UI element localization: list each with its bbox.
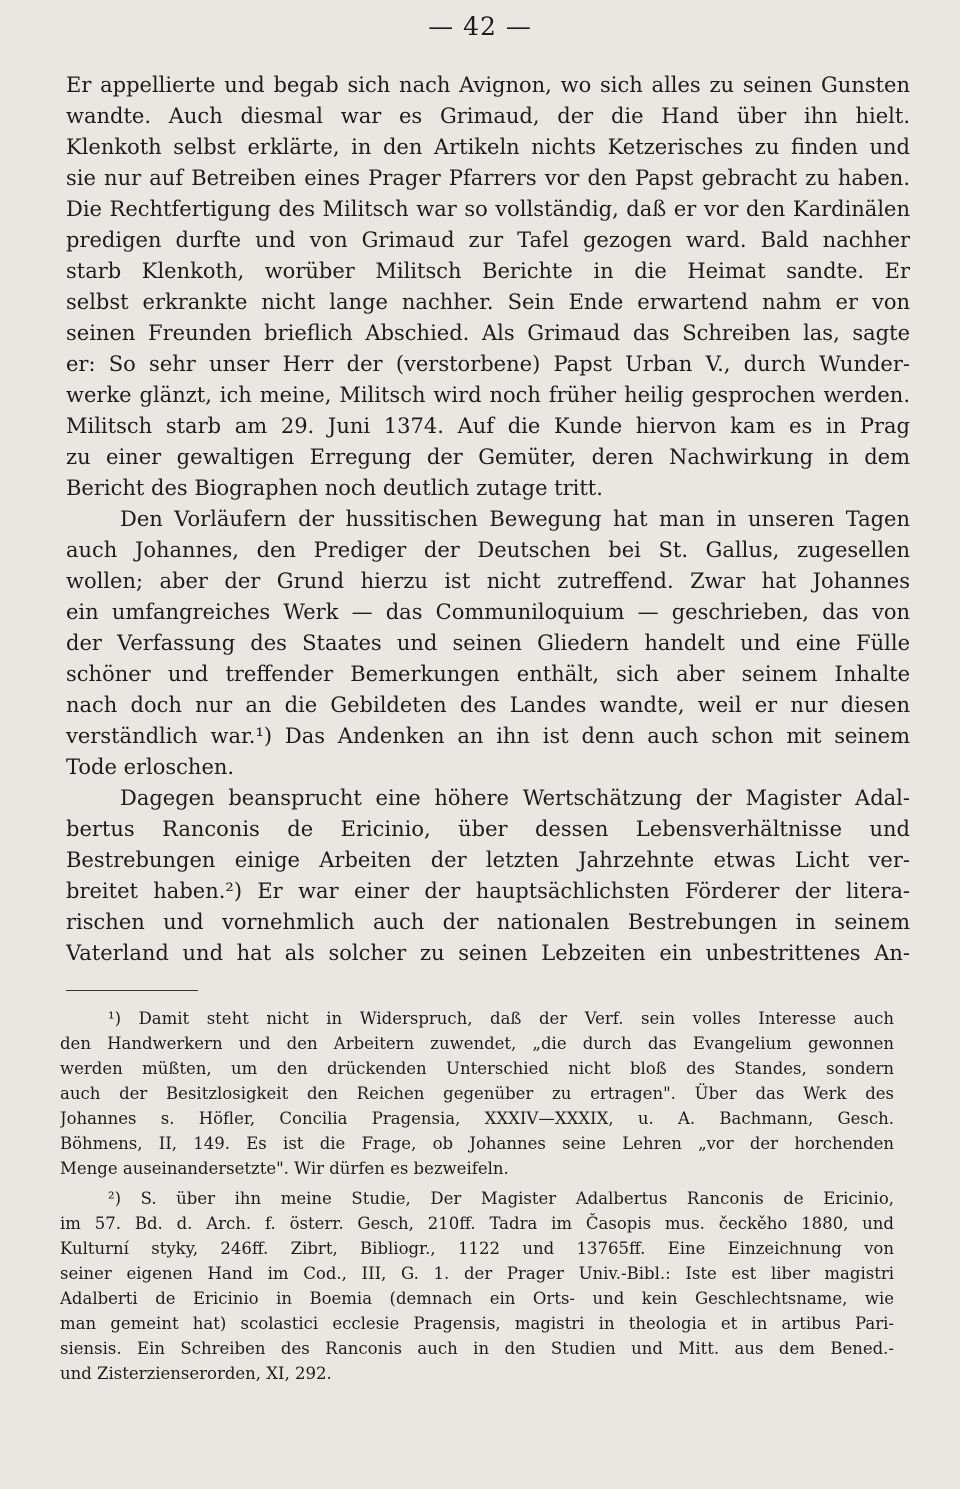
text-line: bertus Ranconis de Ericinio, über dessen Lebensverhältnisse und [66,817,910,841]
text-line: verständlich war.¹) Das Andenken an ihn ist denn auch schon mit seinem [66,724,910,748]
footnote-line: Johannes s. Höfler, Concilia Pragensia, XXXIV—XXXIX, u. A. Bachmann, Gesch. [60,1109,894,1128]
text-line: predigen durfte und von Grimaud zur Tafel gezogen ward. Bald nachher [66,228,910,252]
footnote-line: und Zisterzienserorden, XI, 292. [60,1364,332,1383]
footnote [60,1006,894,1181]
text-line: breitet haben.²) Er war einer der hauptsächlichsten Förderer der litera- [66,879,910,903]
text-line: Dagegen beansprucht eine höhere Wertschätzung der Magister Adal- [120,786,910,810]
text-line: Die Rechtfertigung des Militsch war so vollständig, daß er vor den Kardinälen [66,197,910,221]
footnote-line: Böhmens, II, 149. Es ist die Frage, ob Johannes seine Lehren „vor der horchenden [60,1134,894,1153]
paragraph [66,70,910,504]
footnote-divider [66,990,198,991]
text-line: Den Vorläufern der hussitischen Bewegung hat man in unseren Tagen [120,507,910,531]
footnote-line: auch der Besitzlosigkeit den Reichen gegenüber zu ertragen". Über das Werk des [60,1084,894,1103]
text-line: ein umfangreiches Werk — das Communiloquium — geschrieben, das von [66,600,910,624]
footnotes [60,1006,894,1386]
text-line: selbst erkrankte nicht lange nachher. Sein Ende erwartend nahm er von [66,290,910,314]
footnote-line: den Handwerkern und den Arbeitern zuwendet, „die durch das Evangelium gewonnen [60,1034,894,1053]
footnote-line: Menge auseinandersetzte". Wir dürfen es bezweifeln. [60,1159,509,1178]
footnote-line: Adalberti de Ericinio in Boemia (demnach ein Orts- und kein Geschlechtsname, wie [60,1289,894,1308]
text-line: Vaterland und hat als solcher zu seinen Lebzeiten ein unbestrittenes An- [66,941,910,965]
text-line: er: So sehr unser Herr der (verstorbene) Papst Urban V., durch Wunder- [66,352,910,376]
footnote-line: Kulturní styky, 246ff. Zibrt, Bibliogr., 1122 und 13765ff. Eine Einzeichnung von [60,1239,894,1258]
main-text [66,70,910,969]
text-line: seinen Freunden brieflich Abschied. Als Grimaud das Schreiben las, sagte [66,321,910,345]
text-line: der Verfassung des Staates und seinen Gliedern handelt und eine Fülle [66,631,910,655]
text-line: Militsch starb am 29. Juni 1374. Auf die Kunde hiervon kam es in Prag [66,414,910,438]
text-line: nach doch nur an die Gebildeten des Landes wandte, weil er nur diesen [66,693,910,717]
text-line: Bestrebungen einige Arbeiten der letzten Jahrzehnte etwas Licht ver- [66,848,910,872]
paragraph [66,783,910,969]
text-line: zu einer gewaltigen Erregung der Gemüter, deren Nachwirkung in dem [66,445,910,469]
footnote-line: siensis. Ein Schreiben des Ranconis auch in den Studien und Mitt. aus dem Bened.- [60,1339,894,1358]
paragraph [66,504,910,783]
text-line: werke glänzt, ich meine, Militsch wird noch früher heilig gesprochen werden. [66,383,910,407]
footnote-line: im 57. Bd. d. Arch. f. österr. Gesch, 210ff. Tadra im Časopis mus. čeckěho 1880, und [60,1214,894,1233]
text-line: Bericht des Biographen noch deutlich zutage tritt. [66,476,603,500]
footnote-line: seiner eigenen Hand im Cod., III, G. 1. der Prager Univ.-Bibl.: Iste est liber magistri [60,1264,894,1283]
text-line: starb Klenkoth, worüber Militsch Berichte in die Heimat sandte. Er [66,259,910,283]
footnote-line: werden müßten, um den drückenden Unterschied nicht bloß des Standes, sondern [60,1059,894,1078]
footnote [60,1186,894,1386]
text-line: wandte. Auch diesmal war es Grimaud, der die Hand über ihn hielt. [66,104,910,128]
text-line: Tode erloschen. [66,755,235,779]
text-line: auch Johannes, den Prediger der Deutschen bei St. Gallus, zugesellen [66,538,910,562]
footnote-line: ¹) Damit steht nicht in Widerspruch, daß der Verf. sein volles Interesse auch [108,1009,894,1028]
text-line: schöner und treffender Bemerkungen enthält, sich aber seinem Inhalte [66,662,910,686]
text-line: Klenkoth selbst erklärte, in den Artikeln nichts Ketzerisches zu finden und [66,135,910,159]
page-number: — 42 — [428,12,532,41]
text-line: rischen und vornehmlich auch der nationalen Bestrebungen in seinem [66,910,910,934]
footnote-line: ²) S. über ihn meine Studie, Der Magister Adalbertus Ranconis de Ericinio, [108,1189,894,1208]
text-line: wollen; aber der Grund hierzu ist nicht zutreffend. Zwar hat Johannes [66,569,910,593]
text-line: sie nur auf Betreiben eines Prager Pfarrers vor den Papst gebracht zu haben. [66,166,910,190]
footnote-line: man gemeint hat) scolastici ecclesie Pragensis, magistri in theologia et in artibus Pari- [60,1314,894,1333]
text-line: Er appellierte und begab sich nach Avignon, wo sich alles zu seinen Gunsten [66,73,910,97]
